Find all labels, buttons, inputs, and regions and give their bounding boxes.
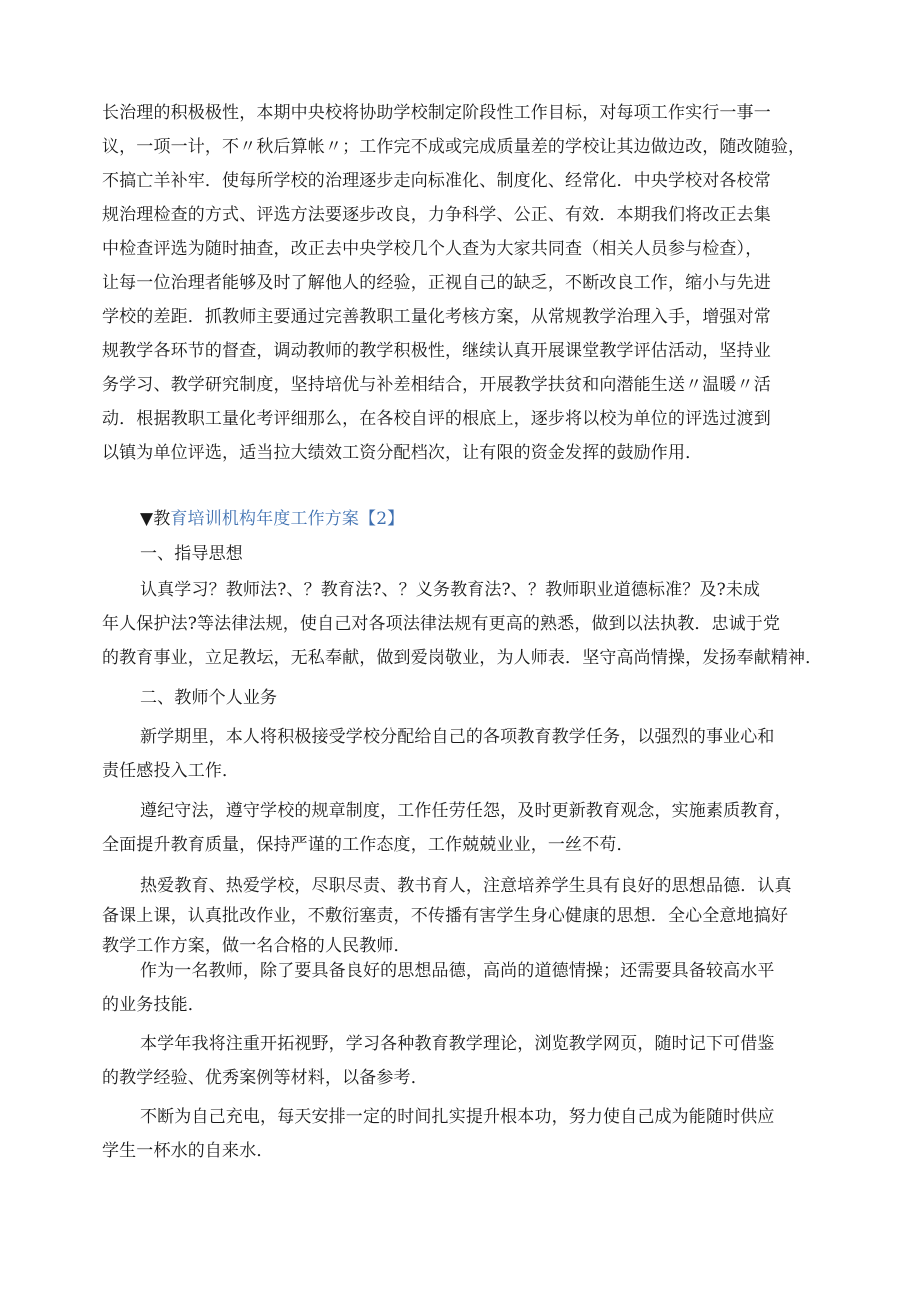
- text-line: 让每一位治理者能够及时了解他人的经验，正视自己的缺乏，不断改良工作，缩小与先进: [102, 273, 771, 293]
- paragraph-recharge: [102, 1100, 822, 1168]
- paragraph-study: [102, 1027, 822, 1095]
- section2-heading: [102, 502, 822, 536]
- text-line: 学生一杯水的自来水．: [102, 1141, 274, 1161]
- paragraph-discipline: [102, 794, 822, 862]
- subheading: 一、指导思想: [140, 544, 243, 564]
- text-line: 本学年我将注重开拓视野，学习各种教育教学理论，浏览教学网页，随时记下可借鉴: [140, 1034, 775, 1054]
- text-line: 长治理的积极极性，本期中央校将协助学校制定阶段性工作目标，对每项工作实行一事一: [102, 103, 771, 123]
- text-line: 教学工作方案，做一名合格的人民教师．: [102, 936, 411, 956]
- text-line: 议，一项一计，不〃秋后算帐〃；工作完不成或完成质量差的学校让其边做边改，随改随验，: [102, 137, 806, 157]
- text-line: 学校的差距．抓教师主要通过完善教职工量化考核方案，从常规教学治理入手，增强对常: [102, 307, 771, 327]
- paragraph-love-education: [102, 871, 822, 961]
- text-line: 的教学经验、优秀案例等材料，以备参考．: [102, 1068, 428, 1088]
- text-line: 规教学各环节的督查，调动教师的教学积极性，继续认真开展课堂教学评估活动，坚持业: [102, 341, 771, 361]
- text-line: 认真学习？教师法?、？教育法?、？义务教育法?、？教师职业道德标准？及?未成: [140, 580, 761, 600]
- text-line: 中检查评选为随时抽查，改正去中央学校几个人查为大家共同查（相关人员参与检查），: [102, 239, 763, 259]
- text-line: 的业务技能．: [102, 995, 205, 1015]
- text-line: 备课上课，认真批改作业，不敷衍塞责，不传播有害学生身心健康的思想．全心全意地搞好: [102, 906, 788, 926]
- section-heading-line: [102, 502, 822, 536]
- section1-paragraph: [102, 96, 822, 470]
- text-line: 的教育事业，立足教坛，无私奉献，做到爱岗敬业，为人师表．坚守高尚情操，发扬奉献精神．: [102, 648, 823, 668]
- text-line: 责任感投入工作．: [102, 761, 240, 781]
- text-line: 新学期里，本人将积极接受学校分配给自己的各项教育教学任务，以强烈的事业心和: [140, 727, 775, 747]
- text-line: 务学习、教学研究制度，坚持培优与补差相结合，开展教学扶贫和向潜能生送〃温暖〃活: [102, 375, 771, 395]
- text-line: 以镇为单位评选，适当拉大绩效工资分配档次，让有限的资金发挥的鼓励作用．: [102, 443, 703, 463]
- text-line: 不断为自己充电，每天安排一定的时间扎实提升根本功，努力使自己成为能随时供应: [140, 1107, 775, 1127]
- paragraph-teacher-skills: [102, 954, 822, 1022]
- text-line: 遵纪守法，遵守学校的规章制度，工作任劳任怨，及时更新教育观念，实施素质教育，: [140, 801, 792, 821]
- text-line: 全面提升教育质量，保持严谨的工作态度，工作兢兢业业，一丝不苟．: [102, 835, 634, 855]
- text-line: 年人保护法?等法律法规，使自己对各项法律法规有更高的熟悉，做到以法执教．忠诚于党: [102, 614, 781, 634]
- triangle-marker-icon: ▼: [140, 509, 154, 529]
- paragraph-new-semester: [102, 720, 822, 788]
- subheading: 二、教师个人业务: [140, 688, 278, 708]
- section-title-link[interactable]: 育培训机构年度工作方案【2】: [170, 509, 405, 529]
- heading-first-char: 教: [153, 509, 171, 529]
- heading-guiding-thought: [102, 537, 822, 571]
- guiding-paragraph: [102, 573, 822, 675]
- text-line: 不搞亡羊补牢．使每所学校的治理逐步走向标准化、制度化、经常化．中央学校对各校常: [102, 171, 771, 191]
- text-line: 作为一名教师，除了要具备良好的思想品德，高尚的道德情操；还需要具备较高水平: [140, 961, 775, 981]
- text-line: 规治理检查的方式、评选方法要逐步改良，力争科学、公正、有效．本期我们将改正去集: [102, 205, 771, 225]
- text-line: 动．根据教职工量化考评细那么，在各校自评的根底上，逐步将以校为单位的评选过渡到: [102, 409, 771, 429]
- heading-personal-work: [102, 681, 822, 715]
- text-line: 热爱教育、热爱学校，尽职尽责、教书育人，注意培养学生具有良好的思想品德．认真: [140, 876, 792, 896]
